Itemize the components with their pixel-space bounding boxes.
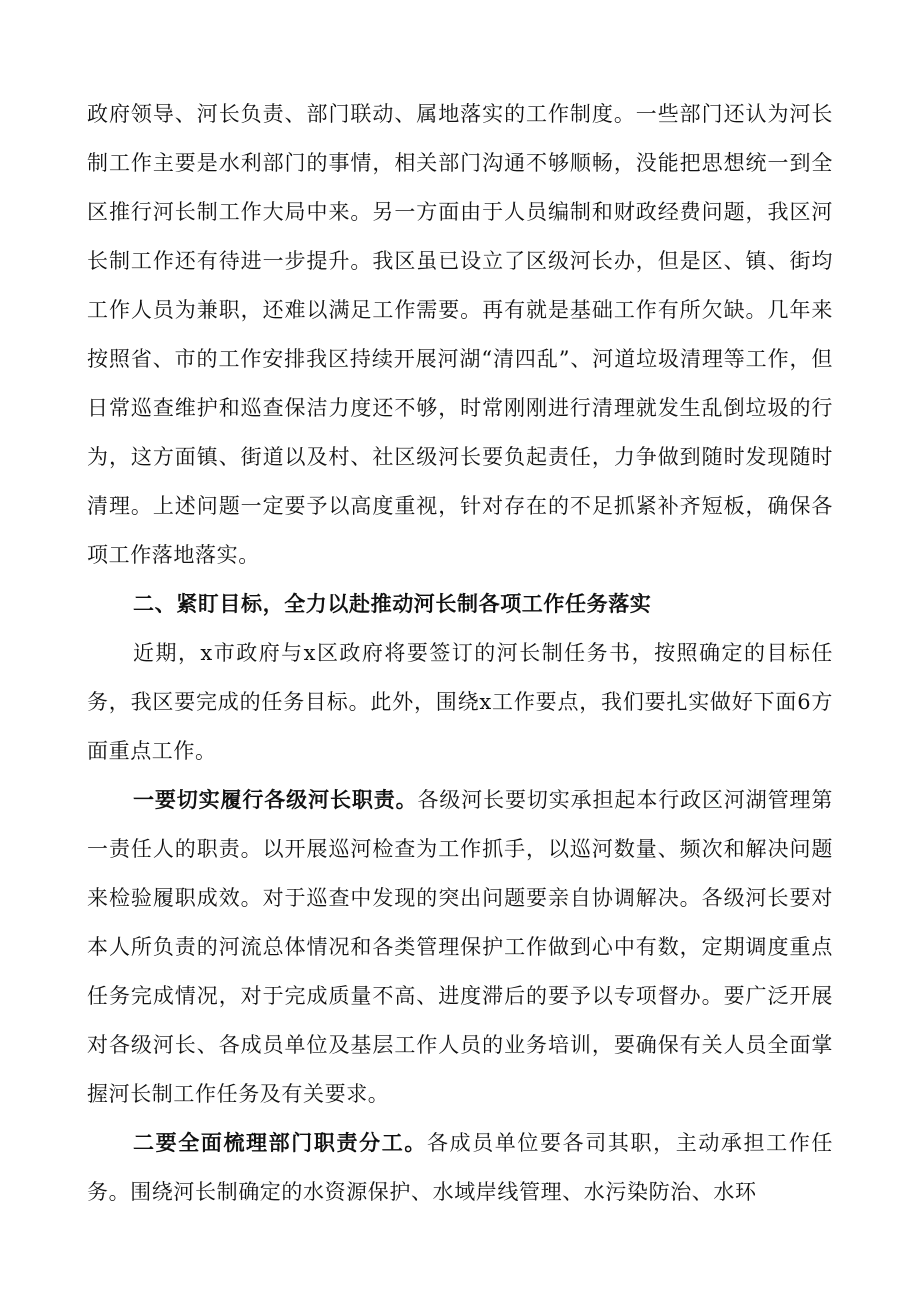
task-item-2-body: 各成员单位要各司其职，主动承担工作任务。围绕河长制确定的水资源保护、水域岸线管理、水污染防治、水环	[87, 1131, 833, 1204]
document-body	[87, 90, 833, 1217]
task-item-2-lead: 二要全面梳理部门职责分工。	[133, 1131, 427, 1155]
task-item-1-lead: 一要切实履行各级河长职责。	[133, 788, 418, 812]
task-item-1	[87, 776, 833, 1119]
continued-paragraph: 政府领导、河长负责、部门联动、属地落实的工作制度。一些部门还认为河长制工作主要是水利部门的事情，相关部门沟通不够顺畅，没能把思想统一到全区推行河长制工作大局中来。另一方面由于人员编制和财政经费问题，我区河长制工作还有待进一步提升。我区虽已设立了区级河长办，但是区、镇、街均工作人员为兼职，还难以满足工作需要。再有就是基础工作有所欠缺。几年来按照省、市的工作安排我区持续开展河湖“清四乱”、河道垃圾清理等工作，但日常巡查维护和巡查保洁力度还不够，时常刚刚进行清理就发生乱倒垃圾的行为，这方面镇、街道以及村、社区级河长要负起责任，力争做到随时发现随时清理。上述问题一定要予以高度重视，针对存在的不足抓紧补齐短板，确保各项工作落地落实。	[87, 102, 833, 567]
intro-paragraph: 近期，x市政府与x区政府将要签订的河长制任务书，按照确定的目标任务，我区要完成的任务目标。此外，围绕x工作要点，我们要扎实做好下面6方面重点工作。	[87, 641, 833, 763]
task-item-1-body: 各级河长要切实承担起本行政区河湖管理第一责任人的职责。以开展巡河检查为工作抓手，以巡河数量、频次和解决问题来检验履职成效。对于巡查中发现的突出问题要亲自协调解决。各级河长要对本人所负责的河流总体情况和各类管理保护工作做到心中有数，定期调度重点任务完成情况，对于完成质量不高、进度滞后的要予以专项督办。要广泛开展对各级河长、各成员单位及基层工作人员的业务培训，要确保有关人员全面掌握河长制工作任务及有关要求。	[87, 788, 833, 1106]
task-item-2	[87, 1119, 833, 1217]
section-heading: 二、紧盯目标，全力以赴推动河长制各项工作任务落实	[133, 592, 652, 616]
